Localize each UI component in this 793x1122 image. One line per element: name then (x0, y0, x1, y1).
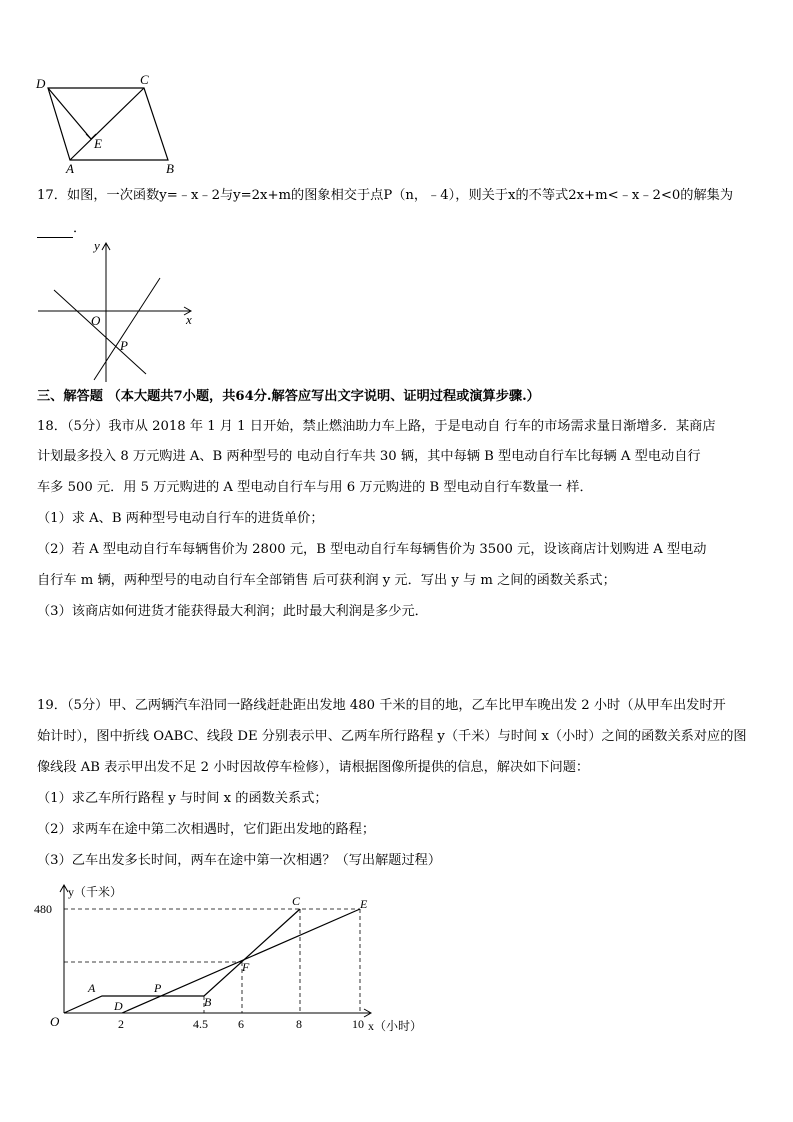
q17-number: 17． (37, 188, 67, 203)
point-b: B (204, 995, 212, 1009)
q19-part-3: （3）乙车出发多长时间，两车在途中第一次相遇？（写出解题过程） (37, 853, 442, 868)
q17-answer-line (37, 220, 86, 238)
q19-part-2: （2）求两车在途中第二次相遇时，它们距出发地的路程； (37, 822, 376, 837)
segment-de (48, 88, 91, 139)
label-x: x (186, 312, 192, 327)
point-c: C (292, 894, 301, 908)
q18-part-2-line-2: 自行车 m 辆，两种型号的电动自行车全部销售 后可获利润 y 元．写出 y 与 m 之间的函数关系式； (37, 573, 616, 588)
distance-time-graph (30, 880, 440, 1040)
x-tick-8: 8 (296, 1017, 302, 1031)
x-tick-2: 2 (118, 1017, 124, 1031)
parallelogram-abcd (48, 88, 168, 160)
q18-line-1: 18．（5分）我市从 2018 年 1 月 1 日开始，禁止燃油助力车上路，于是电动自 行车的市场需求量日渐增多．某商店 (37, 419, 716, 434)
q19-part-1: （1）求乙车所行路程 y 与时间 x 的函数关系式； (37, 791, 328, 806)
linear-functions-figure (34, 238, 204, 384)
origin-label: O (50, 1014, 60, 1029)
polyline-oabc (64, 909, 300, 1013)
label-y: y (94, 238, 100, 253)
label-b: B (166, 161, 174, 176)
point-e: E (360, 897, 368, 911)
y-axis-label: y（千米） (68, 885, 123, 899)
point-f: F (242, 960, 250, 974)
q18-part-2-line-1: （2）若 A 型电动自行车每辆售价为 2800 元，B 型电动自行车每辆售价为 3500 元，设该商店计划购进 A 型电动 (37, 542, 707, 557)
label-a: A (66, 161, 74, 176)
segment-de (122, 909, 360, 1013)
label-e: E (94, 136, 102, 151)
q18-line-3: 车多 500 元．用 5 万元购进的 A 型电动自行车与用 6 万元购进的 B 型电动自行车数量一 样． (37, 480, 593, 495)
point-p: P (154, 981, 162, 995)
q19-line-1: 19．（5分）甲、乙两辆汽车沿同一路线赶赴距出发地 480 千米的目的地，乙车比甲车晚出发 2 小时（从甲车出发时开 (37, 698, 726, 713)
label-p: P (120, 338, 128, 353)
line-y-2x-plus-m (94, 278, 160, 380)
q19-line-2: 始计时），图中折线 OABC、线段 DE 分别表示甲、乙两车所行路程 y（千米）与时间 x（小时）之间的函数关系对应的图 (37, 729, 747, 744)
label-d: D (36, 76, 46, 91)
q18-line-2: 计划最多投入 8 万元购进 A、B 两种型号的 电动自行车共 30 辆，其中每辆 B 型电动自行车比每辆 A 型电动自行 (37, 449, 701, 464)
section-3-heading (37, 388, 540, 406)
parallelogram-figure (30, 72, 190, 180)
q18-part-1: （1）求 A、B 两种型号电动自行车的进货单价； (37, 511, 324, 526)
y-tick-480: 480 (34, 902, 52, 916)
point-d: D (114, 999, 123, 1013)
x-tick-10: 10 (352, 1017, 364, 1031)
q18-part-3: （3）该商店如何进货才能获得最大利润；此时最大利润是多少元． (37, 604, 428, 619)
diagonal-ac (70, 88, 144, 160)
q17-text: 如图，一次函数y=﹣x﹣2与y=2x+m的图象相交于点P（n，﹣4），则关于x的不等式2x+m<﹣x﹣2<0的解集为 (66, 188, 734, 203)
q17-tail: ． (73, 221, 87, 236)
point-a: A (88, 981, 96, 995)
question-17 (37, 187, 733, 205)
label-c: C (140, 72, 149, 87)
x-tick-6: 6 (238, 1017, 244, 1031)
answer-blank[interactable] (37, 223, 73, 238)
x-tick-4-5: 4.5 (193, 1017, 208, 1031)
line-y-neg-x-minus-2 (54, 290, 146, 374)
section-3-note: （本大题共7小题，共64分.解答应写出文字说明、证明过程或演算步骤.） (107, 389, 540, 404)
section-3-title: 三、解答题 (37, 389, 103, 404)
x-axis-label: x（小时） (368, 1019, 423, 1033)
label-o: O (91, 313, 101, 328)
q19-line-3: 像线段 AB 表示甲出发不足 2 小时因故停车检修），请根据图像所提供的信息，解决如下问题： (37, 760, 590, 775)
